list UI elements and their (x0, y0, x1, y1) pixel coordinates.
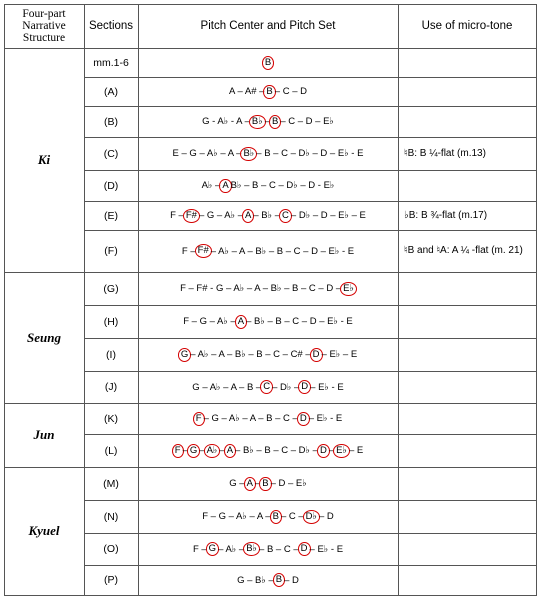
section-label: (O) (103, 543, 119, 555)
microtone-note (398, 106, 536, 137)
pitch-set (138, 371, 398, 403)
pitch-set (138, 106, 398, 137)
pitch-run: – B♭ – (253, 210, 281, 221)
pitch-center-circled: A (235, 315, 247, 329)
pitch-run: – D♭ – (272, 381, 300, 393)
pitch-run: – E♭ - E (308, 413, 343, 424)
pitch-center-circled: B♭ (249, 115, 266, 129)
microtone-note (398, 533, 536, 565)
pitch-center-circled: C (279, 209, 292, 223)
microtone-note (398, 467, 536, 500)
section-label: (B) (104, 115, 118, 128)
pitch-center-circled: C (260, 380, 273, 394)
pitch-set (138, 137, 398, 170)
pitch-set (138, 305, 398, 338)
pitch-run: F – G – A♭ – A – (202, 511, 271, 522)
pitch-run: – A♭ – A – B♭ – B – C – D – E♭ - E (210, 245, 355, 257)
header-sections: Sections (88, 20, 134, 32)
pitch-center-circled: D♭ (303, 510, 320, 524)
pitch-center-circled: F# (195, 244, 212, 258)
pitch-run: A – A# – (229, 86, 265, 97)
pitch-set (138, 434, 398, 467)
pitch-run: – C – (280, 511, 304, 522)
pitch-set (138, 467, 398, 500)
section-label: (L) (104, 444, 118, 457)
pitch-run: – B♭ – B – C – D♭ – (235, 445, 318, 456)
section-label: (K) (104, 412, 118, 425)
section-label: (N) (103, 510, 119, 523)
pitch-set (138, 230, 398, 272)
pitch-run: – A♭ – A – B♭ – B – C – C# – (190, 349, 311, 360)
pitch-run: – G – A♭ – A – B – C – (203, 413, 298, 424)
pitch-run: – (254, 478, 261, 489)
pitch-run: – D♭ – D – E♭ – E (290, 210, 366, 221)
pitch-run: B♭ – B – C – D♭ – D - E♭ (230, 180, 335, 191)
pitch-center-circled: F# (183, 209, 200, 223)
microtone-note (398, 338, 536, 371)
pitch-run: – (264, 116, 270, 127)
microtone-note (398, 403, 536, 434)
microtone-note (398, 48, 536, 77)
pitch-run: – B – C – (259, 543, 299, 555)
section-label: (I) (106, 348, 116, 361)
pitch-center-circled: A (219, 179, 231, 193)
pitch-run: – D (319, 511, 334, 522)
microtone-note (398, 371, 536, 403)
pitch-run: – (199, 445, 205, 456)
microtone-note (398, 565, 536, 595)
pitch-run: – (182, 445, 188, 456)
section-label: (D) (103, 179, 119, 192)
section-label: (G) (103, 282, 119, 295)
pitch-run: – D (284, 574, 299, 586)
row-rule (4, 595, 537, 596)
pitch-set (138, 500, 398, 533)
pitch-center-circled: D (297, 412, 310, 426)
section-label: (P) (104, 574, 118, 586)
pitch-run: G - A♭ - A – (202, 116, 250, 127)
pitch-run: – (219, 445, 225, 456)
microtone-note: ♮B: B ¼-flat (m.13) (404, 147, 486, 159)
pitch-run: – C – D – E♭ (280, 116, 334, 127)
part-label-jun: Jun (33, 427, 55, 442)
pitch-center-circled: A (224, 444, 236, 458)
pitch-run: A♭ – (201, 180, 221, 191)
pitch-run: E – G – A♭ – A – (172, 148, 242, 159)
microtone-note (398, 305, 536, 338)
part-label-ki: Ki (37, 152, 51, 167)
pitch-run: G – (229, 478, 245, 489)
microtone-note (398, 434, 536, 467)
microtone-note (398, 500, 536, 533)
header-pitch: Pitch Center and Pitch Set (200, 20, 336, 32)
pitch-set (138, 403, 398, 434)
section-label: (F) (104, 245, 118, 257)
pitch-set (138, 77, 398, 106)
pitch-center-circled: A♭ (204, 444, 221, 458)
section-label: (H) (103, 315, 119, 328)
part-label-seung: Seung (27, 329, 61, 345)
pitch-center-circled: G (187, 444, 200, 458)
pitch-center-circled: D (310, 348, 323, 362)
pitch-run: – E (348, 445, 364, 456)
pitch-center-circled: G (206, 542, 219, 556)
pitch-center-circled: B (273, 573, 285, 587)
pitch-run: F – (192, 543, 207, 555)
pitch-center-circled: B (263, 85, 275, 99)
microtone-note: ♮B and ♮A: A ¼ -flat (m. 21) (404, 245, 523, 256)
pitch-set (138, 48, 398, 77)
pitch-center-circled: B♭ (240, 147, 257, 161)
part-label-kyuel: Kyuel (28, 523, 60, 538)
pitch-run: – C – D (274, 86, 307, 97)
pitch-center-circled: E♭ (333, 444, 350, 458)
pitch-run: – (328, 445, 335, 456)
pitch-run: – E♭ – E (321, 349, 358, 360)
pitch-set (138, 201, 398, 230)
pitch-center-circled: B♭ (243, 542, 260, 556)
pitch-center-circled: G (178, 348, 191, 362)
column-rule (536, 4, 537, 595)
section-label: (A) (104, 85, 118, 98)
pitch-center-circled: A (242, 209, 254, 223)
section-label: (C) (103, 147, 119, 160)
microtone-note (398, 170, 536, 201)
pitch-set (138, 272, 398, 305)
pitch-center-circled: F (172, 444, 184, 458)
header-structure: Four-part Narrative Structure (22, 8, 66, 44)
pitch-center-circled: B (262, 56, 274, 70)
pitch-center-circled: B (269, 115, 281, 129)
pitch-set (138, 338, 398, 371)
microtone-note: ♭B: B ¾-flat (m.17) (404, 209, 488, 221)
pitch-run: F – (170, 210, 184, 221)
pitch-center-circled: D (317, 444, 330, 458)
pitch-center-circled: D (298, 380, 311, 394)
pitch-run: – A♭ – (218, 543, 245, 555)
pitch-run: – B – C – D♭ – D – E♭ - E (256, 148, 364, 159)
pitch-run: – B♭ – B – C – D – E♭ - E (246, 316, 353, 327)
pitch-center-circled: A (244, 477, 256, 491)
microtone-note (398, 272, 536, 305)
pitch-set (138, 170, 398, 201)
pitch-run: – D – E♭ (270, 478, 307, 489)
pitch-run: G – B♭ – (237, 574, 274, 586)
pitch-run: F – F# - G – A♭ – A – B♭ – B – C – D – (180, 283, 342, 294)
pitch-set (138, 533, 398, 565)
pitch-run: F – G – A♭ – (183, 316, 236, 327)
pitch-center-circled: F (193, 412, 205, 426)
pitch-run: G – A♭ – A – B – (192, 381, 262, 393)
pitch-run: – G – A♭ – (198, 210, 244, 221)
section-label: (E) (104, 209, 118, 222)
pitch-center-circled: D (298, 542, 311, 556)
section-label: mm.1-6 (93, 56, 129, 69)
pitch-center-circled: B (259, 477, 271, 491)
section-label: (J) (104, 381, 118, 393)
pitch-center-circled: B (270, 510, 282, 524)
pitch-run: – E♭ - E (309, 543, 344, 555)
pitch-set (138, 565, 398, 595)
pitch-center-circled: E♭ (340, 282, 357, 296)
header-microtone: Use of micro-tone (421, 20, 513, 32)
pitch-run: F – (181, 245, 196, 257)
section-label: (M) (103, 477, 119, 490)
microtone-note (398, 77, 536, 106)
pitch-run: – E♭ - E (310, 381, 344, 393)
